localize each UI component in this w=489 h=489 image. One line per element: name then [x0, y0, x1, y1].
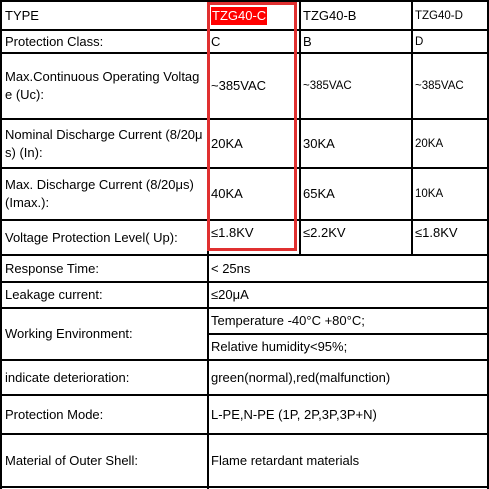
- working-environment-temperature: Temperature -40°C +80°C;: [211, 313, 365, 328]
- response-time-value: < 25ns: [211, 260, 251, 276]
- column-divider: [207, 0, 209, 489]
- type-d-cell: TZG40-D: [415, 9, 463, 22]
- protection-mode-value: L-PE,N-PE (1P, 2P,3P,3P+N): [211, 406, 377, 422]
- max-operating-voltage-d: ~385VAC: [415, 80, 464, 92]
- outer-shell-label: Material of Outer Shell:: [5, 452, 138, 468]
- max-discharge-d: 10KA: [415, 188, 444, 200]
- indicate-deterioration-label: indicate deterioration:: [5, 369, 130, 385]
- voltage-protection-b: ≤2.2KV: [303, 225, 346, 240]
- nominal-discharge-b: 30KA: [303, 135, 335, 151]
- column-divider: [299, 0, 301, 256]
- type-b-cell: TZG40-B: [303, 7, 357, 23]
- max-operating-voltage-c: ~385VAC: [211, 78, 267, 93]
- protection-class-c: C: [211, 33, 221, 49]
- protection-class-b: B: [303, 33, 312, 49]
- max-discharge-b: 65KA: [303, 186, 335, 201]
- table-border-left: [0, 0, 2, 489]
- protection-mode-label: Protection Mode:: [5, 406, 104, 422]
- working-environment-label: Working Environment:: [5, 326, 133, 341]
- max-discharge-label: Max. Discharge Current (8/20μs) (Imax.):: [5, 177, 194, 210]
- leakage-current-label: Leakage current:: [5, 287, 103, 302]
- type-c-cell: [211, 2, 297, 29]
- indicate-deterioration-value: green(normal),red(malfunction): [211, 369, 391, 385]
- nominal-discharge-label: Nominal Discharge Current (8/20μs) (In):: [5, 126, 203, 160]
- max-operating-voltage-label: Max.Continuous Operating Voltage (Uc):: [5, 69, 200, 102]
- max-operating-voltage-b: ~385VAC: [303, 80, 352, 92]
- voltage-protection-d: ≤1.8KV: [415, 225, 458, 240]
- type-label: TYPE: [5, 7, 39, 23]
- max-discharge-c: 40KA: [211, 186, 243, 201]
- protection-class-label: Protection Class:: [5, 33, 104, 49]
- column-divider: [411, 0, 413, 256]
- table-border-bottom: [0, 486, 489, 488]
- nominal-discharge-c: 20KA: [211, 135, 243, 151]
- type-c-highlight: TZG40-C: [212, 7, 267, 23]
- response-time-label: Response Time:: [5, 260, 99, 276]
- working-environment-humidity: Relative humidity<95%;: [211, 339, 348, 354]
- protection-class-d: D: [415, 35, 424, 48]
- nominal-discharge-d: 20KA: [415, 137, 444, 150]
- outer-shell-value: Flame retardant materials: [211, 452, 360, 468]
- voltage-protection-label: Voltage Protection Level( Up):: [5, 229, 178, 245]
- leakage-current-value: ≤20μA: [211, 287, 249, 302]
- voltage-protection-c: ≤1.8KV: [211, 225, 254, 240]
